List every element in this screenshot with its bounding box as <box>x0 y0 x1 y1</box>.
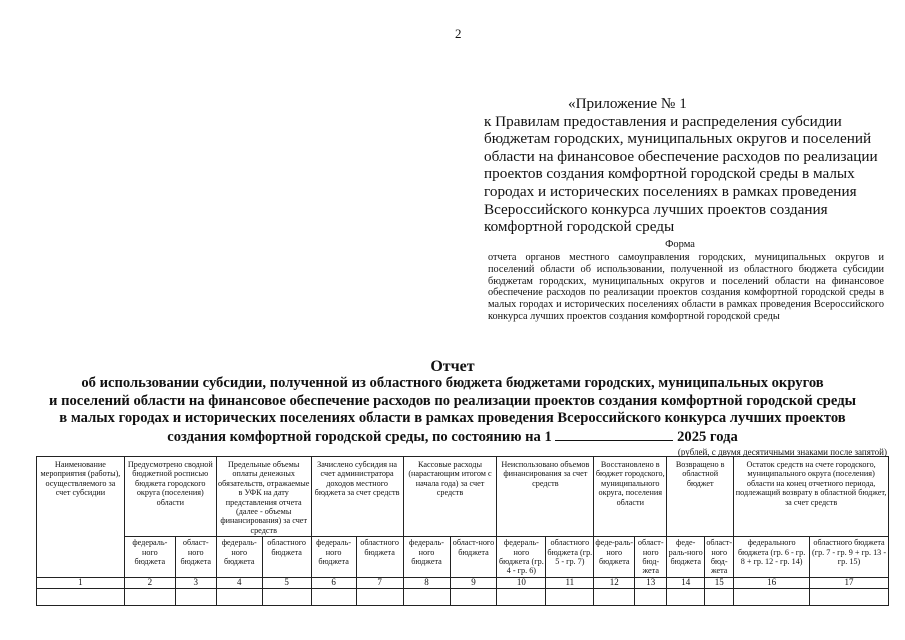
header-group-financing: Предельные объемы оплаты денежных обязательств, отражаемые в УФК на дату представления отчета (далее - объемы финансирования) за счет средств <box>216 457 311 537</box>
report-line: об использовании субсидии, полученной из областного бюджета бюджетами городских, муниципальных округов <box>81 375 824 392</box>
table-cell[interactable] <box>546 588 594 605</box>
table-cell[interactable] <box>37 588 125 605</box>
report-line: в малых городах и исторических поселениях области в рамках проведения Всероссийского конкурса лучших проектов <box>59 410 846 427</box>
appendix-line: комфортной городской среды <box>484 218 675 236</box>
header-group-balance: Остаток средств на счете городского, муниципального округа (поселения) области на конец отчетного периода, подлежащий возврату в областной бюджет, за счет средств <box>734 457 889 537</box>
table-cell[interactable] <box>262 588 311 605</box>
header-group-unused: Неиспользовано объемов финансирования за счет средств <box>497 457 594 537</box>
page-number: 2 <box>455 26 462 41</box>
form-title: Форма <box>665 239 695 250</box>
column-number: 15 <box>705 577 734 588</box>
report-title: Отчет <box>430 358 475 375</box>
header-group-credited: Зачислено субсидия на счет администратора доходов местного бюджета за счет средств <box>311 457 403 537</box>
column-number-row <box>37 577 889 588</box>
column-number: 9 <box>450 577 497 588</box>
appendix-block <box>484 95 884 236</box>
subheader: федерального бюджета (гр. 6 - гр. 8 + гр. 12 - гр. 14) <box>734 537 810 578</box>
report-table <box>36 456 889 606</box>
column-number: 11 <box>546 577 594 588</box>
subheader: федераль-ного бюджета <box>216 537 262 578</box>
header-group-planned: Предусмотрено сводной бюджетной росписью бюджета городского округа (поселения) области <box>124 457 216 537</box>
column-number: 13 <box>635 577 667 588</box>
column-number: 12 <box>594 577 635 588</box>
column-number: 1 <box>37 577 125 588</box>
table-cell[interactable] <box>175 588 216 605</box>
appendix-line: бюджетам городских, муниципальных округов и поселений <box>484 130 872 148</box>
subheader: федераль-ного бюджета (гр. 4 - гр. 6) <box>497 537 546 578</box>
subheader: областного бюджета <box>356 537 403 578</box>
appendix-line: Всероссийского конкурса лучших проектов создания <box>484 200 828 218</box>
header-group-returned: Возвращено в областной бюджет <box>667 457 734 537</box>
header-col-1: Наименование мероприятия (работы), осуществляемого за счет субсидии <box>37 457 125 578</box>
report-heading <box>30 358 875 446</box>
subheader: федераль-ного бюджета <box>311 537 356 578</box>
header-group-restored: Восстановлено в бюджет городского, муниципального округа, поселения области <box>594 457 667 537</box>
table-cell[interactable] <box>356 588 403 605</box>
table-cell[interactable] <box>705 588 734 605</box>
subheader: федераль-ного бюджета <box>124 537 175 578</box>
table-cell[interactable] <box>497 588 546 605</box>
column-number: 17 <box>810 577 889 588</box>
subheader: област-ного бюд-жета <box>635 537 667 578</box>
table-cell[interactable] <box>403 588 450 605</box>
table-cell[interactable] <box>594 588 635 605</box>
column-number: 2 <box>124 577 175 588</box>
appendix-line: к Правилам предоставления и распределения субсидии <box>484 112 842 130</box>
subheader: феде-раль-ного бюджета <box>594 537 635 578</box>
subheader: област-ного бюджета <box>450 537 497 578</box>
subheader: областного бюджета (гр. 7 - гр. 9 + гр. 13 - гр. 15) <box>810 537 889 578</box>
appendix-title: «Приложение № 1 <box>568 95 687 112</box>
table-cell[interactable] <box>635 588 667 605</box>
column-number: 4 <box>216 577 262 588</box>
appendix-line: проектов создания комфортной городской среды в малых <box>484 165 855 183</box>
header-group-cash-expenses: Кассовые расходы (нарастающим итогом с начала года) за счет средств <box>403 457 497 537</box>
report-date-blank[interactable] <box>555 428 673 441</box>
table-cell[interactable] <box>810 588 889 605</box>
column-number: 14 <box>667 577 705 588</box>
units-note: (рублей, с двумя десятичными знаками после запятой) <box>677 447 887 457</box>
table-cell[interactable] <box>311 588 356 605</box>
report-line: и поселений области на финансовое обеспечение расходов по реализации проектов создания комфортной городской среды <box>49 392 856 409</box>
form-description: отчета органов местного самоуправления городских, муниципальных округов и поселений области об использовании, полученной из областного бюджета субсидии бюджетам городских, муниципальных округов и поселений области на финансовое обеспечение расходов по реализации проектов создания комфортной городской среды в малых городах и исторических поселениях области в рамках проведения Всероссийского конкурса лучших проектов создания комфортной городской среды <box>488 252 884 322</box>
column-number: 6 <box>311 577 356 588</box>
table-cell[interactable] <box>734 588 810 605</box>
subheader: област-ного бюджета <box>175 537 216 578</box>
subheader: феде-раль-ного бюджета <box>667 537 705 578</box>
report-date-prefix: создания комфортной городской среды, по состоянию на 1 <box>167 428 552 445</box>
subheader: област-ного бюд-жета <box>706 538 733 576</box>
column-number: 8 <box>403 577 450 588</box>
table-cell[interactable] <box>216 588 262 605</box>
table-cell[interactable] <box>124 588 175 605</box>
table-cell[interactable] <box>667 588 705 605</box>
table-cell[interactable] <box>450 588 497 605</box>
column-number: 5 <box>262 577 311 588</box>
column-number: 10 <box>497 577 546 588</box>
report-line-date <box>30 428 875 446</box>
report-date-suffix: 2025 года <box>677 428 738 445</box>
appendix-line: городах и исторических поселениях в рамках проведения <box>484 182 857 200</box>
column-number: 3 <box>175 577 216 588</box>
subheader: областного бюджета <box>262 537 311 578</box>
column-number: 7 <box>356 577 403 588</box>
appendix-line: области на финансовое обеспечение расходов по реализации <box>484 147 878 165</box>
column-number: 16 <box>734 577 810 588</box>
table-row <box>37 588 889 605</box>
subheader: федераль-ного бюджета <box>403 537 450 578</box>
subheader: областного бюджета (гр. 5 - гр. 7) <box>546 537 594 578</box>
